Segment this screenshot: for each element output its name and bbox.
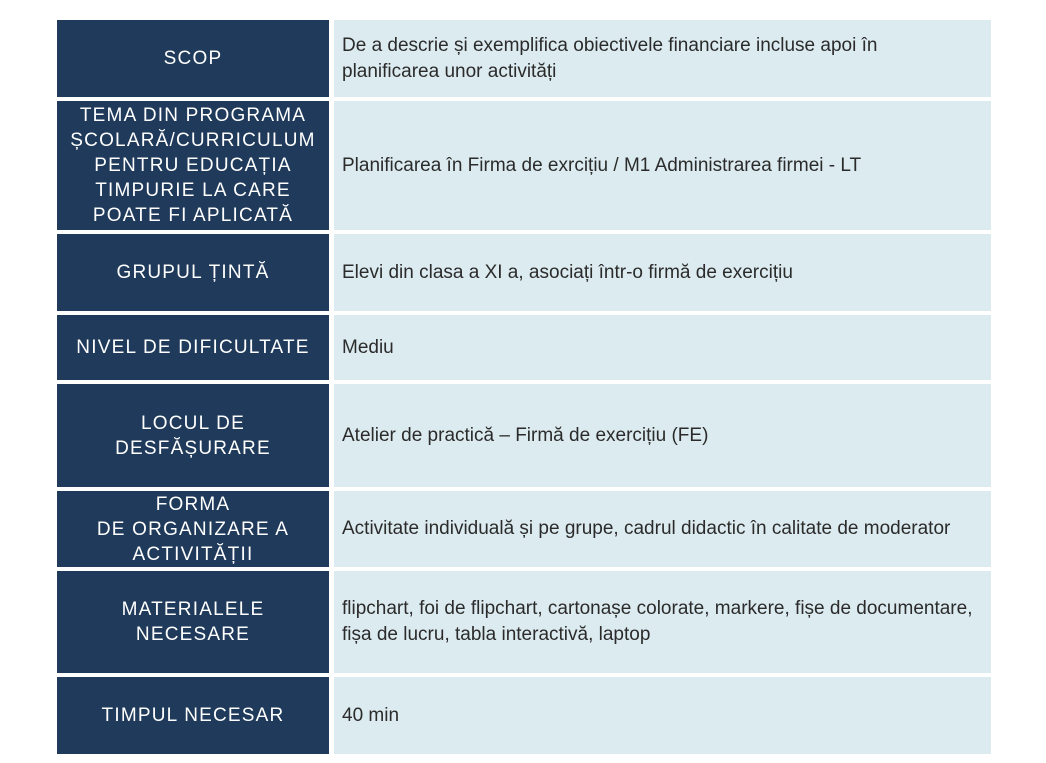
row-label: TIMPUL NECESAR bbox=[57, 677, 329, 754]
table-row-materiale bbox=[57, 571, 991, 673]
row-value: Activitate individuală și pe grupe, cadrul didactic în calitate de moderator bbox=[334, 491, 991, 567]
table-row-scop bbox=[57, 20, 991, 97]
table-row-locul bbox=[57, 384, 991, 487]
table-row-timpul bbox=[57, 677, 991, 754]
row-label: SCOP bbox=[57, 20, 329, 97]
row-label: FORMA DE ORGANIZARE A ACTIVITĂȚII bbox=[57, 491, 329, 567]
table-row-tema bbox=[57, 101, 991, 230]
row-value: Planificarea în Firma de exrcițiu / M1 Administrarea firmei - LT bbox=[334, 101, 991, 230]
row-label: NIVEL DE DIFICULTATE bbox=[57, 315, 329, 380]
row-label: MATERIALELE NECESARE bbox=[57, 571, 329, 673]
row-value: De a descrie și exemplifica obiectivele financiare incluse apoi în planificarea unor activități bbox=[334, 20, 991, 97]
row-value: Elevi din clasa a XI a, asociați într-o firmă de exercițiu bbox=[334, 234, 991, 311]
row-value: Mediu bbox=[334, 315, 991, 380]
row-value: 40 min bbox=[334, 677, 991, 754]
row-label: TEMA DIN PROGRAMA ȘCOLARĂ/CURRICULUM PENTRU EDUCAȚIA TIMPURIE LA CARE POATE FI APLICATĂ bbox=[57, 101, 329, 230]
row-value: flipchart, foi de flipchart, cartonașe colorate, markere, fișe de documentare, fișa de lucru, tabla interactivă, laptop bbox=[334, 571, 991, 673]
table-row-nivel bbox=[57, 315, 991, 380]
row-value: Atelier de practică – Firmă de exercițiu (FE) bbox=[334, 384, 991, 487]
table-row-forma bbox=[57, 491, 991, 567]
table-row-grupul-tinta bbox=[57, 234, 991, 311]
activity-info-table bbox=[57, 20, 991, 754]
row-label: LOCUL DE DESFĂȘURARE bbox=[57, 384, 329, 487]
row-label: GRUPUL ȚINTĂ bbox=[57, 234, 329, 311]
